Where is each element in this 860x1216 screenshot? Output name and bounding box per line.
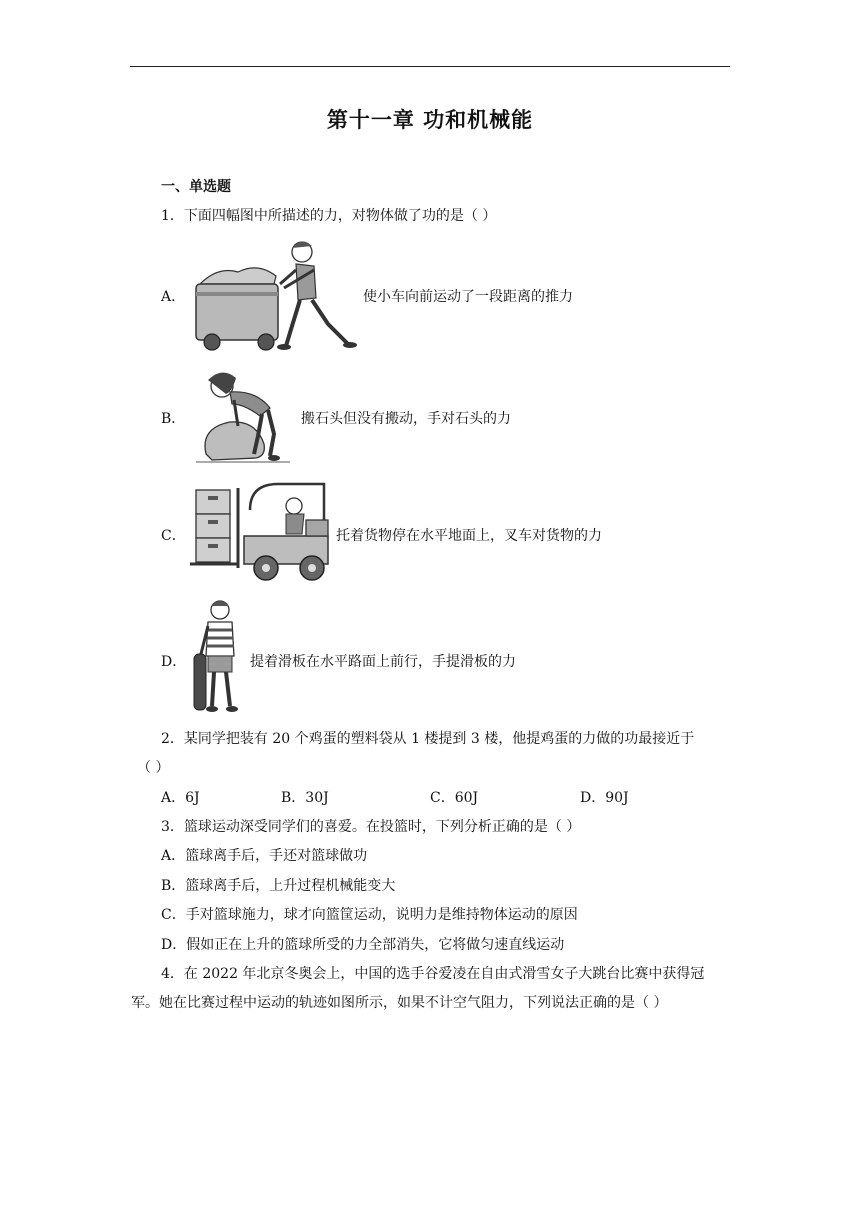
q1-option-a-letter: A． xyxy=(161,289,186,305)
q1-option-b-text: 搬石头但没有搬动，手对石头的力 xyxy=(301,411,511,427)
boy-carrying-skateboard-icon xyxy=(190,596,250,718)
page-title: 第十一章 功和机械能 xyxy=(326,107,534,132)
q1-stem: 1．下面四幅图中所描述的力，对物体做了功的是（ ） xyxy=(161,208,497,224)
boy-pushing-cart-icon xyxy=(188,236,360,352)
q4-stem-line2: 军。她在比赛过程中运动的轨迹如图所示，如果不计空气阻力，下列说法正确的是（ ） xyxy=(131,995,668,1011)
q2-stem-line2: （ ） xyxy=(137,760,170,776)
header-rule xyxy=(130,66,730,67)
q2-option-c: C．60J xyxy=(430,790,479,806)
q1-option-b-letter: B． xyxy=(161,411,186,427)
q3-stem: 3．篮球运动深受同学们的喜爱。在投篮时，下列分析正确的是（ ） xyxy=(161,819,581,835)
q4-stem-line1: 4．在 2022 年北京冬奥会上，中国的选手谷爱凌在自由式滑雪女子大跳台比赛中获得冠 xyxy=(161,966,705,982)
q2-option-b: B．30J xyxy=(281,790,329,806)
forklift-with-boxes-icon xyxy=(188,480,334,584)
q1-option-c-letter: C． xyxy=(161,528,186,544)
q1-option-c-text: 托着货物停在水平地面上，叉车对货物的力 xyxy=(336,528,602,544)
q2-stem-line1: 2．某同学把装有 20 个鸡蛋的塑料袋从 1 楼提到 3 楼，他提鸡蛋的力做的功最接近于 xyxy=(161,731,695,747)
girl-lifting-rock-icon xyxy=(186,364,298,464)
q2-option-d: D．90J xyxy=(580,790,629,806)
q1-option-d-letter: D． xyxy=(161,654,187,670)
q1-option-a-text: 使小车向前运动了一段距离的推力 xyxy=(363,289,573,305)
q1-option-d-text: 提着滑板在水平路面上前行，手提滑板的力 xyxy=(250,654,516,670)
q3-option-b: B．篮球离手后，上升过程机械能变大 xyxy=(161,878,396,894)
q3-option-d: D．假如正在上升的篮球所受的力全部消失，它将做匀速直线运动 xyxy=(161,937,565,953)
q3-option-a: A．篮球离手后，手还对篮球做功 xyxy=(161,848,368,864)
q3-option-c: C．手对篮球施力，球才向篮筐运动，说明力是维持物体运动的原因 xyxy=(161,907,578,923)
section-heading: 一、单选题 xyxy=(161,179,231,195)
q2-option-a: A．6J xyxy=(161,790,200,806)
